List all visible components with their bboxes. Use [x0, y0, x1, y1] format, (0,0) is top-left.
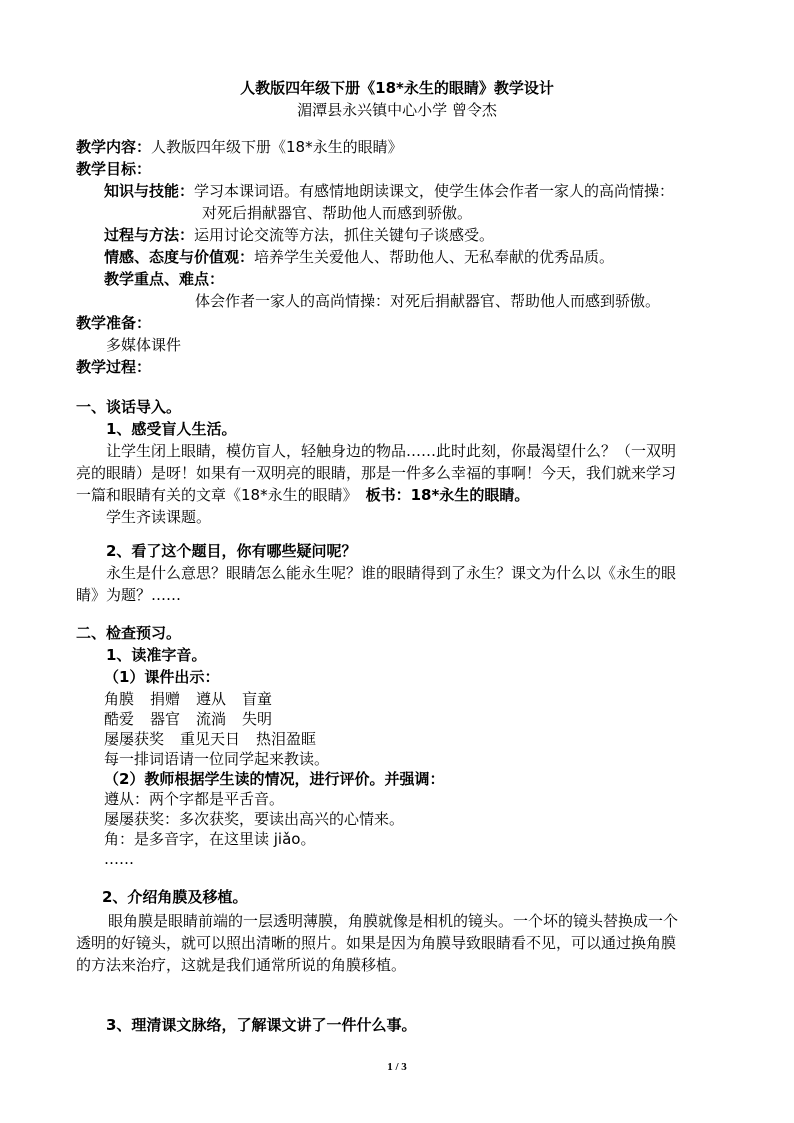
section1-title: 一、谈话导入。	[76, 398, 182, 416]
word: 角膜	[104, 690, 135, 708]
document-author: 湄潭县永兴镇中心小学 曾令杰	[297, 101, 497, 119]
section1-para-2: 亮的眼睛）是呀！如果有一双明亮的眼睛，那是一件多么幸福的事啊！今天，我们就来学习	[76, 464, 677, 482]
emotion-line	[104, 247, 614, 267]
emotion-label: 情感、态度与价值观：	[104, 248, 255, 266]
document-title: 人教版四年级下册《18*永生的眼睛》教学设计	[240, 79, 554, 97]
knowledge-label: 知识与技能：	[104, 182, 195, 200]
section1-para-4: 学生齐读课题。	[106, 508, 212, 526]
word: 热泪盈眶	[256, 730, 317, 748]
section1-para-3a: 一篇和眼睛有关的文章《18*永生的眼睛》	[76, 486, 358, 504]
knowledge-text: 学习本课词语。有感情地朗读课文，使学生体会作者一家人的高尚情操：	[194, 182, 675, 200]
section2-title: 二、检查预习。	[76, 624, 182, 642]
goals-label: 教学目标：	[76, 160, 152, 178]
ellipsis: ……	[104, 850, 134, 868]
content-value: 人教版四年级下册《18*永生的眼睛》	[151, 138, 403, 156]
section2-sub3: 3、理清课文脉络，了解课文讲了一件什么事。	[106, 1016, 417, 1034]
word-row-2	[104, 709, 272, 729]
section2-sub1: 1、读准字音。	[106, 646, 207, 664]
section1-sub1: 1、感受盲人生活。	[106, 420, 237, 438]
knowledge-text-2: 对死后捐献器官、帮助他人而感到骄傲。	[202, 204, 473, 222]
page-number: 1 / 3	[387, 1061, 407, 1073]
word: 盲童	[242, 690, 273, 708]
word: 流淌	[196, 710, 227, 728]
word: 遵从	[196, 690, 227, 708]
cornea-para-2: 透明的好镜头，就可以照出清晰的照片。如果是因为角膜导致眼睛看不见，可以通过换角膜	[76, 934, 677, 952]
process-line	[104, 225, 494, 245]
content-line	[76, 137, 403, 157]
section2-sub1b: （2）教师根据学生读的情况，进行评价。并强调：	[104, 770, 445, 788]
cornea-para-3: 的方法来治疗，这就是我们通常所说的角膜移植。	[76, 956, 407, 974]
prep-label: 教学准备：	[76, 314, 152, 332]
word: 器官	[150, 710, 181, 728]
cornea-para-1: 眼角膜是眼睛前端的一层透明薄膜，角膜就像是相机的镜头。一个坏的镜头替换成一个	[108, 912, 679, 930]
section1-question-2: 睛》为题？……	[76, 586, 182, 604]
process-label: 过程与方法：	[104, 226, 195, 244]
emotion-value: 培养学生关爱他人、帮助他人、无私奉献的优秀品质。	[254, 248, 615, 266]
word-row-3	[104, 729, 316, 749]
focus-label: 教学重点、难点：	[104, 270, 225, 288]
section2-sub2: 2、介绍角膜及移植。	[102, 888, 248, 906]
pronunciation-note-1: 遵从：两个字都是平舌音。	[104, 790, 285, 808]
word-row-1	[104, 689, 272, 709]
word: 捐赠	[150, 690, 181, 708]
word: 重见天日	[180, 730, 241, 748]
section1-para-1: 让学生闭上眼睛，模仿盲人，轻触身边的物品……此时此刻，你最渴望什么？（一双明	[106, 442, 677, 460]
knowledge-line	[104, 181, 674, 201]
section1-para-3	[76, 485, 529, 505]
pronunciation-note-2: 屡屡获奖：多次获奖，要读出高兴的心情来。	[104, 810, 405, 828]
prep-value: 多媒体课件	[106, 336, 182, 354]
section2-sub1a: （1）课件出示：	[104, 668, 220, 686]
word: 屡屡获奖	[104, 730, 165, 748]
process-title: 教学过程：	[76, 358, 152, 376]
blackboard-note: 板书：18*永生的眼睛。	[365, 486, 530, 504]
read-note: 每一排词语请一位同学起来教读。	[104, 750, 330, 768]
pronunciation-note-3: 角：是多音字，在这里读 jiǎo。	[104, 830, 316, 848]
process-value: 运用讨论交流等方法，抓住关键句子谈感受。	[194, 226, 495, 244]
section1-question-1: 永生是什么意思？眼睛怎么能永生呢？谁的眼睛得到了永生？课文为什么以《永生的眼	[106, 564, 677, 582]
content-label: 教学内容：	[76, 138, 152, 156]
word: 酷爱	[104, 710, 135, 728]
section1-sub2: 2、看了这个题目，你有哪些疑问呢？	[106, 542, 357, 560]
focus-value: 体会作者一家人的高尚情操：对死后捐献器官、帮助他人而感到骄傲。	[195, 292, 661, 310]
word: 失明	[242, 710, 273, 728]
